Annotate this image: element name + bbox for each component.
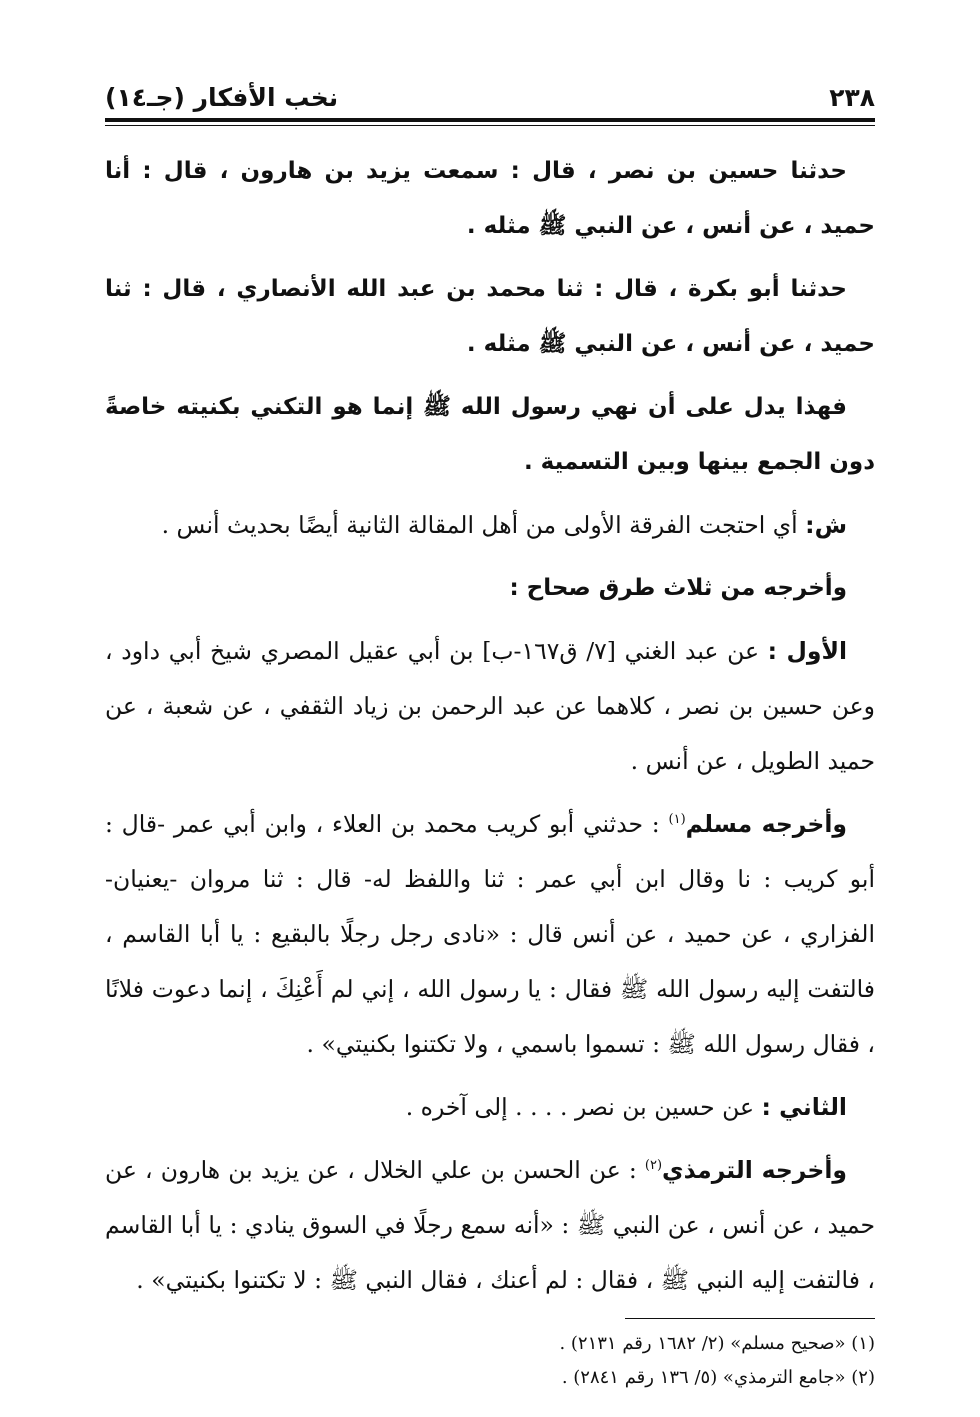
footnote-ref-1: (١) [668, 812, 686, 828]
footnote-ref-2: (٢) [644, 1158, 663, 1174]
running-title: نخب الأفكار (جـ١٤) [105, 83, 339, 112]
header-rule-thick [105, 118, 875, 122]
second-text: عن حسين بن نصر . . . . إلى آخره . [405, 1093, 762, 1121]
muslim-label: وأخرجه مسلم [685, 810, 847, 838]
section-heading: وأخرجه من ثلاث طرق صحاح : [509, 575, 847, 601]
hadith-paragraph-2: حدثنا أبو بكرة ، قال : ثنا محمد بن عبد الله الأنصاري ، قال : ثنا حميد ، عن أنس ، عن النبي ﷺ مثله . [105, 276, 875, 357]
sh-marker: ش: [805, 511, 847, 539]
conclusion-paragraph: فهذا يدل على أن نهي رسول الله ﷺ إنما هو التكني بكنيته خاصةً دون الجمع بينها وبين التسمية . [105, 394, 875, 475]
footnote-separator [625, 1318, 875, 1319]
commentary-text: أي احتجت الفرقة الأولى من أهل المقالة الثانية أيضًا بحديث أنس . [161, 511, 806, 539]
first-label: الأول : [767, 637, 847, 665]
muslim-paragraph [105, 797, 875, 1072]
footnote-1: (١) «صحيح مسلم» (٢/ ١٦٨٢ رقم ٢١٣١) . [559, 1333, 875, 1354]
footnotes [105, 1327, 875, 1395]
page-header [105, 70, 875, 112]
tirmidhi-label: وأخرجه الترمذي [662, 1156, 847, 1184]
first-route-paragraph [105, 624, 875, 789]
second-label: الثاني : [761, 1093, 847, 1121]
footnote-2: (٢) «جامع الترمذي» (٥/ ١٣٦ رقم ٢٨٤١) . [561, 1367, 875, 1388]
first-text: عن عبد الغني [٧/ ق١٦٧-ب] بن أبي عقيل المصري شيخ أبي داود ، وعن حسين بن نصر ، كلاهما عن عبد الرحمن بن زياد الثقفي ، عن شعبة ، عن حميد الطويل ، عن أنس . [105, 637, 875, 775]
page-body [105, 144, 875, 1308]
page-number: ٢٣٨ [829, 83, 875, 112]
second-route-paragraph [105, 1080, 875, 1135]
tirmidhi-text: : عن الحسن بن علي الخلال ، عن يزيد بن هارون ، عن حميد ، عن أنس ، عن النبي ﷺ : «أنه سمع رجلًا في السوق ينادي : يا أبا القاسم ، فالتفت إليه النبي ﷺ ، فقال : لم أعنك ، فقال النبي ﷺ : لا تكتنوا بكنيتي» . [105, 1156, 875, 1294]
commentary-paragraph [105, 498, 875, 553]
muslim-text: : حدثني أبو كريب محمد بن العلاء ، وابن أبي عمر -قال : أبو كريب : نا وقال ابن أبي عمر : ثنا واللفظ له- قال : ثنا مروان -يعنيان- الفزاري ، عن حميد ، عن أنس قال : «نادى رجل رجلًا بالبقيع : يا أبا القاسم ، فالتفت إليه رسول الله ﷺ فقال : يا رسول الله ، إني لم أَعْنِكَ ، إنما دعوت فلانًا ، فقال رسول الله ﷺ : تسموا باسمي ، ولا تكتنوا بكنيتي» . [105, 810, 875, 1058]
header-rule-thin [105, 125, 875, 126]
hadith-paragraph-1: حدثنا حسين بن نصر ، قال : سمعت يزيد بن هارون ، قال : أنا حميد ، عن أنس ، عن النبي ﷺ مثله . [105, 158, 875, 239]
book-page [105, 70, 875, 1395]
tirmidhi-paragraph [105, 1143, 875, 1308]
